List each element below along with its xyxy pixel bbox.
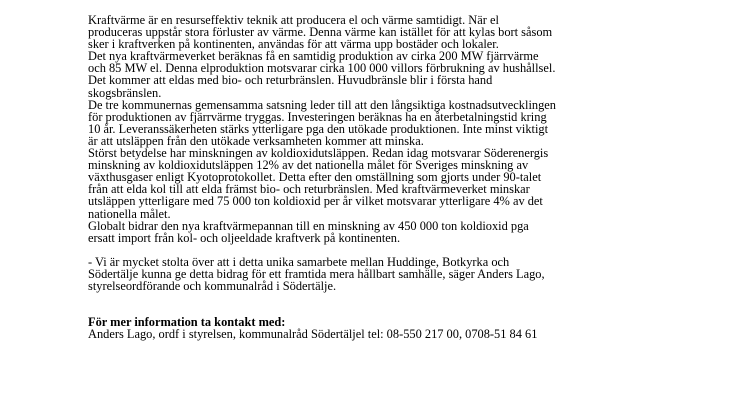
text-line: ersatt import från kol- och oljeeldade kraftverk på kontinenten. <box>88 230 401 245</box>
text-line: utsläppen ytterligare med 75 000 ton koldioxid per år vilket motsvarar ytterligare 4% av det <box>88 194 543 209</box>
contact-line: Anders Lago, ordf i styrelsen, kommunalråd Södertäljel tel: 08-550 217 00, 0708-51 84 61 <box>88 327 538 342</box>
text-line: Kraftvärme är en resurseffektiv teknik att producera el och värme samtidigt. När el <box>88 13 499 27</box>
quote-line: Södertälje kunna ge detta bidrag för ett framtida mera hållbart samhälle, säger Anders Lago, <box>88 266 545 281</box>
text-line: från att elda kol till att elda främst bio- och returbränslen. Med kraftvärmeverket minskar <box>88 182 530 197</box>
text-line: för produktionen av fjärrvärme tryggas. Investeringen beräknas ha en återbetalningstid kring <box>88 109 547 124</box>
text-line: skogsbränslen. <box>88 85 162 100</box>
paragraph-spacer <box>88 292 708 304</box>
text-line: minskning av koldioxidutsläppen 12% av det nationella målet för Sveriges minskning av <box>88 158 529 173</box>
contact-heading: För mer information ta kontakt med: <box>88 315 286 330</box>
text-line: 10 år. Leveranssäkerheten stärks ytterligare pga den utökade produktionen. Inte minst viktigt <box>88 121 549 136</box>
text-line: är att utsläppen från den utökade verksamheten kommer att minska. <box>88 133 424 148</box>
text-line: Störst betydelse har minskningen av koldioxidutsläppen. Redan idag motsvarar Söderenergis <box>88 146 549 161</box>
text-line: nationella målet. <box>88 206 171 221</box>
text-line: växthusgaser enligt Kyotoprotokollet. Detta efter den omställning som gjorts under 90-talet <box>88 170 542 185</box>
quote-line: styrelseordförande och kommunalråd i Södertälje. <box>88 279 337 294</box>
text-line: Det kommer att eldas med bio- och returbränslen. Huvudbränsle blir i första hand <box>88 73 493 88</box>
text-line: och 85 MW el. Denna elproduktion motsvarar cirka 100 000 villors förbrukning av hushållsel. <box>88 61 556 76</box>
press-release-body <box>88 14 708 341</box>
quote-line: - Vi är mycket stolta över att i detta unika samarbete mellan Huddinge, Botkyrka och <box>88 254 510 269</box>
text-line: De tre kommunernas gemensamma satsning leder till att den långsiktiga kostnadsutvecklingen <box>88 97 556 112</box>
text-line: produceras uppstår stora förluster av värme. Denna värme kan istället för att kylas bort såsom <box>88 25 553 40</box>
text-line: Globalt bidrar den nya kraftvärmepannan till en minskning av 450 000 ton koldioxid pga <box>88 218 529 233</box>
text-line: Det nya kraftvärmeverket beräknas få en samtidig produktion av cirka 200 MW fjärrvärme <box>88 49 539 64</box>
text-line: sker i kraftverken på kontinenten, användas för att värma upp bostäder och lokaler. <box>88 37 499 52</box>
